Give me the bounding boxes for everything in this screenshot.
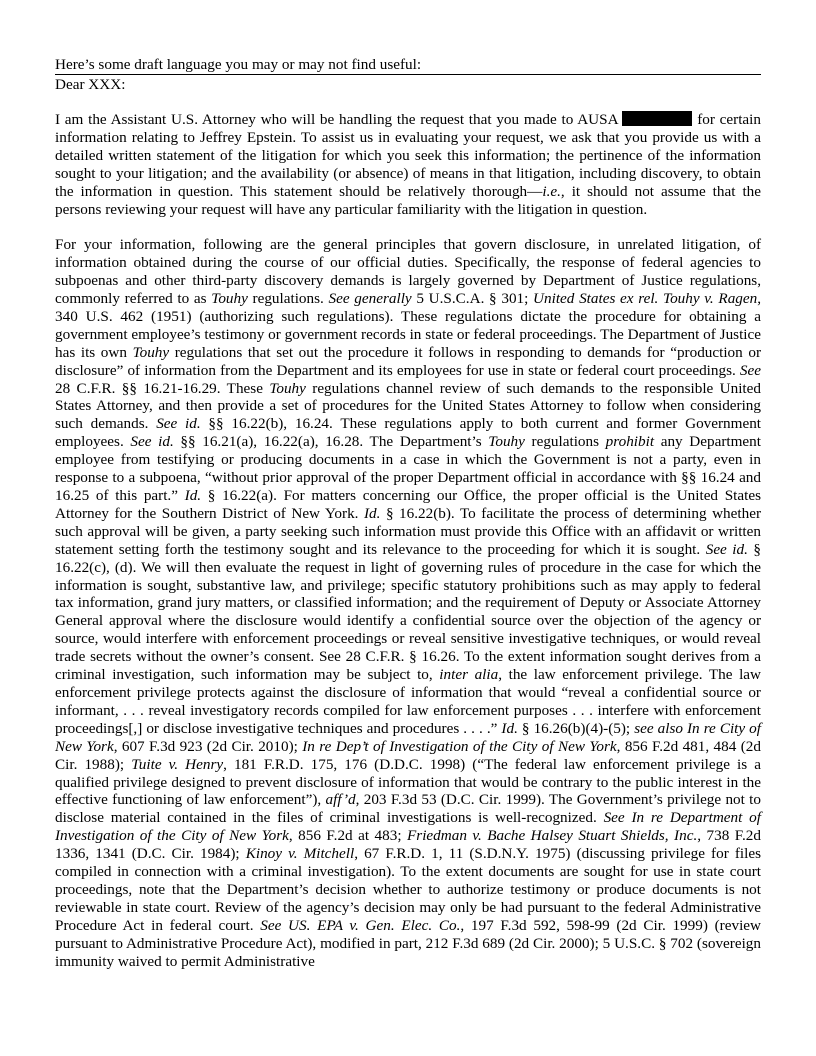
letter-body [55, 111, 761, 988]
salutation: Dear XXX: [55, 76, 126, 93]
intro-line: Here’s some draft language you may or may not find useful: [55, 56, 761, 75]
paragraph-request: I am the Assistant U.S. Attorney who will be handling the request that you made to AUSA for certain information relating to Jeffrey Epstein. To assist us in evaluating your request, we ask that you provide us with a detailed written statement of the litigation for which you seek this information; the pertinence of the information sought to your litigation; and the availability (or absence) of means in that litigation, including discovery, to obtain the information in question. This statement should be relatively thorough—i.e., it should not assume that the persons reviewing your request will have any particular familiarity with the litigation in question. [55, 111, 761, 218]
paragraph-principles: For your information, following are the general principles that govern disclosure, in unrelated litigation, of information obtained during the course of our official duties. Specifically, the response of federal agencies to subpoenas and other third-party discovery demands is largely governed by Department of Justice regulations, commonly referred to as Touhy regulations. See generally 5 U.S.C.A. § 301; United States ex rel. Touhy v. Ragen, 340 U.S. 462 (1951) (authorizing such regulations). These regulations dictate the procedure for obtaining a government employee’s testimony or government records in state or federal proceedings. The Department of Justice has its own Touhy regulations that set out the procedure it follows in responding to demands for “production or disclosure” of information from the Department and its employees for use in state or federal court proceedings. See 28 C.F.R. §§ 16.21-16.29. These Touhy regulations channel review of such demands to the responsible United States Attorney, and then provide a set of procedures for the United States Attorney to follow when considering such demands. See id. §§ 16.22(b), 16.24. These regulations apply to both current and former Government employees. See id. §§ 16.21(a), 16.22(a), 16.28. The Department’s Touhy regulations prohibit any Department employee from testifying or producing documents in a case in which the Government is not a party, even in response to a subpoena, “without prior approval of the proper Department official in accordance with §§ 16.24 and 16.25 of this part.” Id. § 16.22(a). For matters concerning our Office, the proper official is the United States Attorney for the Southern District of New York. Id. § 16.22(b). To facilitate the process of determining whether such approval will be given, a party seeking such information must provide this Office with an affidavit or written statement setting forth the testimony sought and its relevance to the proceeding for which it is sought. See id. § 16.22(c), (d). We will then evaluate the request in light of governing rules of procedure in the case for which the information is sought, substantive law, and privilege; specific statutory prohibitions such as may apply to federal tax information, grand jury matters, or classified information; and the requirement of Deputy or Associate Attorney General approval where the disclosure would identify a confidential source over the objection of the agency or source, would interfere with enforcement proceedings or reveal sensitive investigative techniques, or would reveal trade secrets without the owner’s consent. See 28 C.F.R. § 16.26. To the extent information sought derives from a criminal investigation, such information may be subject to, inter alia, the law enforcement privilege. The law enforcement privilege protects against the disclosure of information that would “reveal a confidential source or informant, . . . reveal investigatory records compiled for law enforcement purposes . . . interfere with enforcement proceedings[,] or disclose investigative techniques and procedures . . . .” Id. § 16.26(b)(4)-(5); see also In re City of New York, 607 F.3d 923 (2d Cir. 2010); In re Dep’t of Investigation of the City of New York, 856 F.2d 481, 484 (2d Cir. 1988); Tuite v. Henry, 181 F.R.D. 175, 176 (D.D.C. 1998) (“The federal law enforcement privilege is a qualified privilege designed to prevent disclosure of information that would be contrary to the public interest in the effective functioning of law enforcement”), aff’d, 203 F.3d 53 (D.C. Cir. 1999). The Government’s privilege not to disclose material contained in the files of criminal investigations is well-recognized. See In re Department of Investigation of the City of New York, 856 F.2d at 483; Friedman v. Bache Halsey Stuart Shields, Inc., 738 F.2d 1336, 1341 (D.C. Cir. 1984); Kinoy v. Mitchell, 67 F.R.D. 1, 11 (S.D.N.Y. 1975) (discussing privilege for files compiled in connection with a criminal investigation). To the extent documents are sought for use in state court proceedings, note that the Department’s decision whether to authorize testimony or produce documents is not reviewable in state court. Review of the agency’s decision may only be had pursuant to the federal Administrative Procedure Act in federal court. See US. EPA v. Gen. Elec. Co., 197 F.3d 592, 598-99 (2d Cir. 1999) (review pursuant to Administrative Procedure Act), modified in part, 212 F.3d 689 (2d Cir. 2000); 5 U.S.C. § 702 (sovereign immunity waived to permit Administrative [55, 236, 762, 970]
redaction-block [622, 111, 692, 126]
